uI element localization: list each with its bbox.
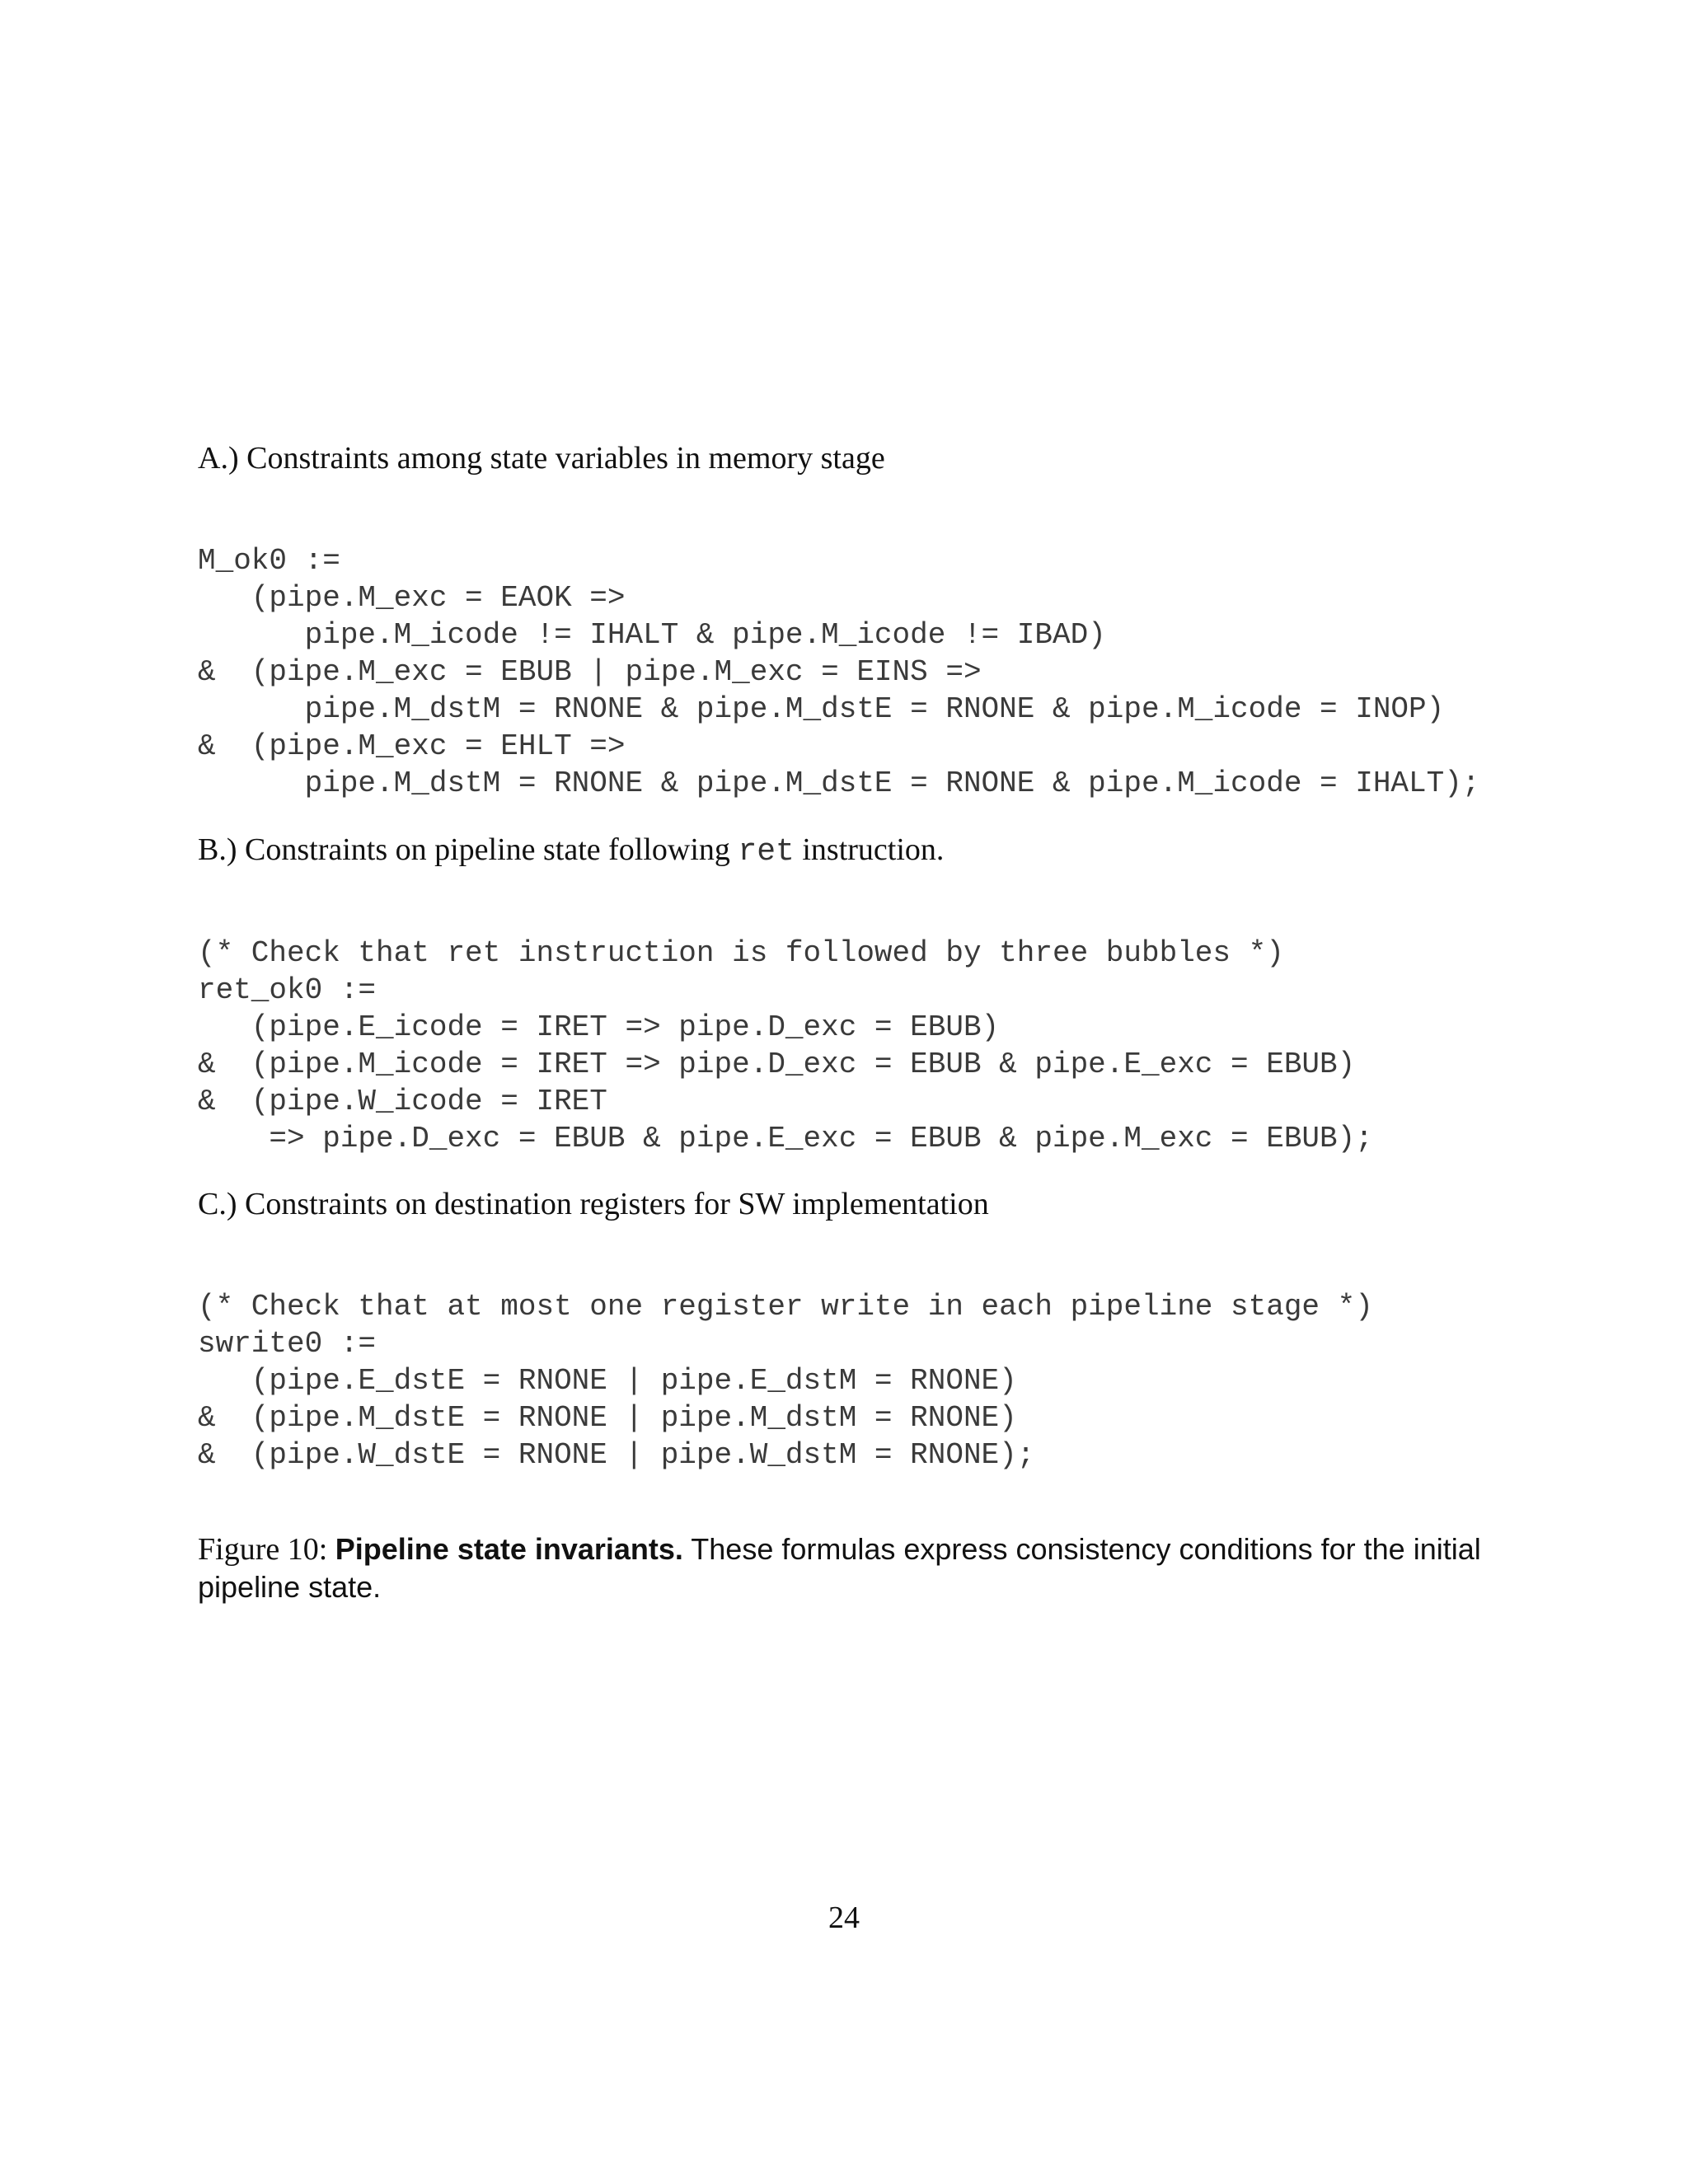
code-line: & (pipe.M_exc = EBUB | pipe.M_exc = EINS => [198, 655, 982, 689]
code-line: swrite0 := [198, 1327, 377, 1361]
figure-caption [198, 1530, 1500, 1606]
code-line: (* Check that at most one register write in each pipeline stage *) [198, 1290, 1373, 1324]
section-c-code-block [198, 1288, 1373, 1474]
code-line: (pipe.M_exc = EAOK => [198, 581, 626, 615]
section-b-heading-before: B.) Constraints on pipeline state following [198, 832, 738, 867]
section-b-heading-code: ret [738, 834, 795, 869]
code-line: & (pipe.W_dstE = RNONE | pipe.W_dstM = RNONE); [198, 1438, 1035, 1472]
section-a-heading [198, 439, 885, 477]
code-line: & (pipe.M_dstE = RNONE | pipe.M_dstM = RNONE) [198, 1401, 1017, 1435]
code-line: & (pipe.M_exc = EHLT => [198, 729, 626, 763]
code-line: & (pipe.W_icode = IRET [198, 1085, 607, 1118]
section-c-heading-text: C.) Constraints on destination registers for SW implementation [198, 1187, 989, 1221]
page-number: 24 [828, 1900, 860, 1935]
figure-label: Figure 10: [198, 1532, 335, 1567]
code-line: pipe.M_icode != IHALT & pipe.M_icode != IBAD) [198, 618, 1106, 652]
figure-caption-text: These formulas express consistency conditions for the initial pipeline state. [198, 1532, 1481, 1604]
section-c-heading [198, 1185, 989, 1223]
code-line: (pipe.E_dstE = RNONE | pipe.E_dstM = RNONE) [198, 1364, 1017, 1398]
code-line: M_ok0 := [198, 544, 340, 578]
code-line: (* Check that ret instruction is followed by three bubbles *) [198, 936, 1284, 970]
code-line: (pipe.E_icode = IRET => pipe.D_exc = EBUB) [198, 1010, 1000, 1044]
section-b-heading [198, 831, 944, 871]
code-line: & (pipe.M_icode = IRET => pipe.D_exc = EBUB & pipe.E_exc = EBUB) [198, 1047, 1356, 1081]
code-line: pipe.M_dstM = RNONE & pipe.M_dstE = RNONE & pipe.M_icode = INOP) [198, 692, 1445, 726]
figure-title: Pipeline state invariants. [335, 1532, 683, 1566]
section-b-code-block [198, 935, 1373, 1157]
code-line: pipe.M_dstM = RNONE & pipe.M_dstE = RNONE & pipe.M_icode = IHALT); [198, 766, 1480, 800]
code-line: ret_ok0 := [198, 973, 377, 1007]
code-line: => pipe.D_exc = EBUB & pipe.E_exc = EBUB & pipe.M_exc = EBUB); [198, 1122, 1373, 1155]
section-a-heading-text: A.) Constraints among state variables in memory stage [198, 441, 885, 476]
section-b-heading-after: instruction. [794, 832, 945, 867]
section-a-code-block [198, 542, 1479, 802]
